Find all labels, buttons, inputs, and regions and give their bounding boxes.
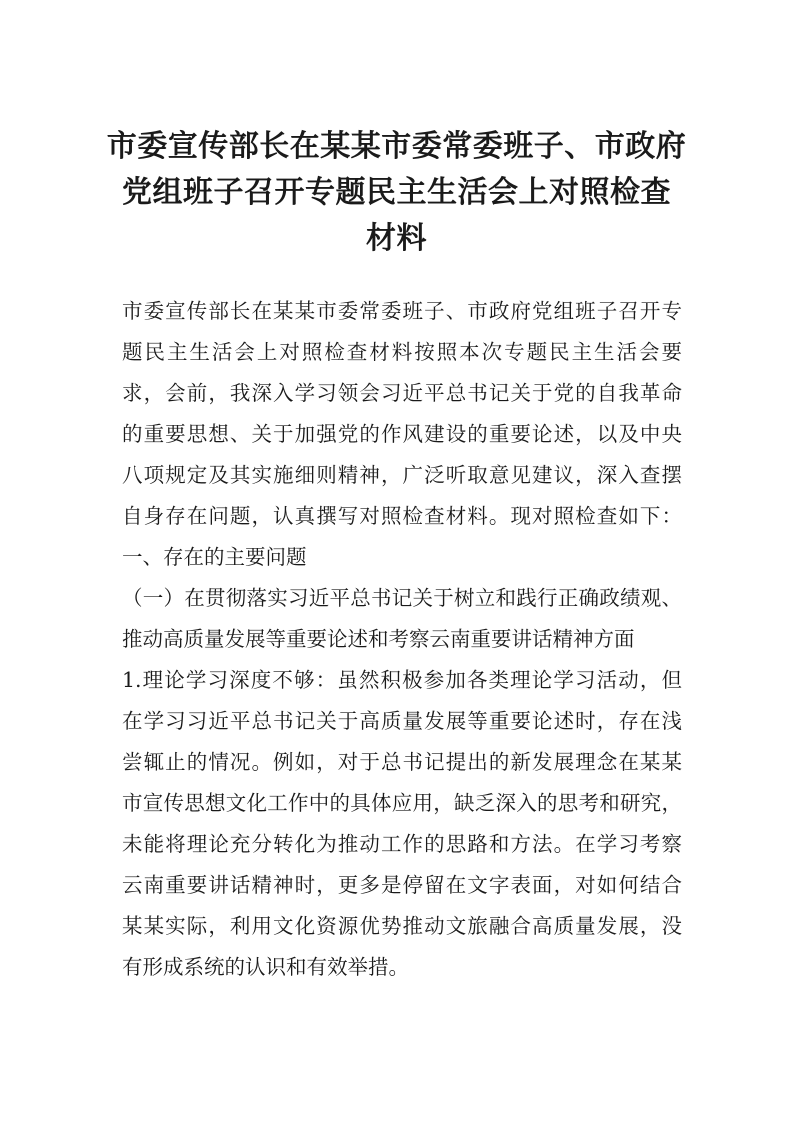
body-line: 1.理论学习深度不够：虽然积极参加各类理论学习活动，但 <box>122 668 682 692</box>
title-line-2: 党组班子召开专题民主生活会上对照检查 <box>122 175 671 210</box>
subsection-heading: （一）在贯彻落实习近平总书记关于树立和践行正确政绩观、 <box>122 586 682 610</box>
body-line: 未能将理论充分转化为推动工作的思路和方法。在学习考察 <box>122 832 682 856</box>
title-line-3: 材料 <box>366 221 427 256</box>
subsection-heading-cont: 推动高质量发展等重要论述和考察云南重要讲话精神方面 <box>122 627 635 651</box>
title-line-1: 市委宣传部长在某某市委常委班子、市政府 <box>106 129 687 164</box>
body-line: 八项规定及其实施细则精神，广泛听取意见建议，深入查摆 <box>122 463 682 487</box>
body-line: 题民主生活会上对照检查材料按照本次专题民主生活会要 <box>122 340 682 364</box>
body-line: 某某实际，利用文化资源优势推动文旅融合高质量发展，没 <box>122 914 682 938</box>
body-line: 有形成系统的认识和有效举措。 <box>122 955 409 979</box>
body-line: 云南重要讲话精神时，更多是停留在文字表面，对如何结合 <box>122 873 682 897</box>
body-line: 市宣传思想文化工作中的具体应用，缺乏深入的思考和研究， <box>122 791 682 815</box>
section-heading: 一、存在的主要问题 <box>122 545 307 569</box>
body-line: 尝辄止的情况。例如，对于总书记提出的新发展理念在某某 <box>122 750 682 774</box>
body-line: 在学习习近平总书记关于高质量发展等重要论述时，存在浅 <box>122 709 682 733</box>
body-line: 自身存在问题，认真撰写对照检查材料。现对照检查如下： <box>122 504 682 528</box>
body-line: 求，会前，我深入学习领会习近平总书记关于党的自我革命 <box>122 381 682 405</box>
body-line: 的重要思想、关于加强党的作风建设的重要论述，以及中央 <box>122 422 682 446</box>
body-line: 市委宣传部长在某某市委常委班子、市政府党组班子召开专 <box>122 299 682 323</box>
document-body <box>122 291 682 988</box>
document-title <box>100 124 693 262</box>
